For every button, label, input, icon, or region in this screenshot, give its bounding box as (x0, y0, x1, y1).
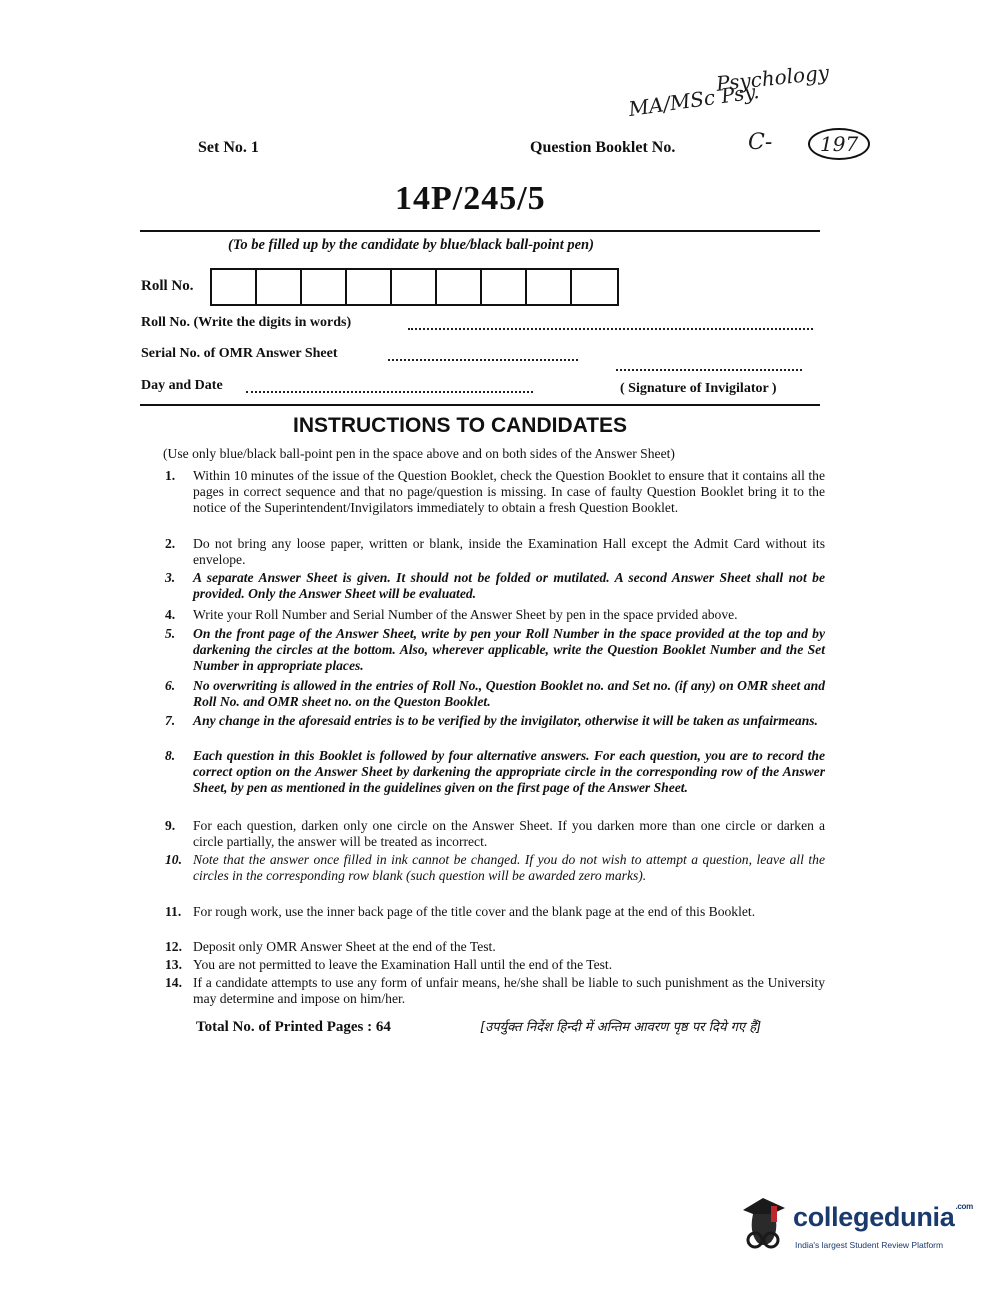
instruction-number: 6. (165, 678, 176, 693)
roll-digit-box[interactable] (212, 270, 257, 304)
middle-rule (140, 404, 820, 406)
instruction-item (165, 939, 825, 955)
invigilator-signature-line[interactable] (616, 369, 802, 371)
instruction-number: 14. (165, 975, 182, 990)
instruction-text: Note that the answer once filled in ink cannot be changed. If you do not wish to attempt a question, leave all the circles in the corresponding row blank (such question will be awarded zero marks). (193, 852, 825, 884)
instruction-item (165, 607, 825, 623)
top-rule (140, 230, 820, 232)
instruction-text: If a candidate attempts to use any form of unfair means, he/she shall be liable to such punishment as the University may determine and impose on him/her. (193, 975, 825, 1007)
instruction-item (165, 957, 825, 973)
handwritten-booklet-code: C- (748, 130, 773, 155)
handwritten-subject: Psychology (715, 60, 831, 96)
paper-code: 14P/245/5 (395, 180, 546, 217)
roll-digit-box[interactable] (527, 270, 572, 304)
brand-name: collegedunia$^{.com}$ (793, 1202, 973, 1232)
instruction-item (165, 975, 825, 1007)
instruction-number: 10. (165, 852, 182, 867)
instruction-item (165, 713, 825, 729)
roll-no-words-line[interactable] (408, 328, 813, 330)
omr-serial-label: Serial No. of OMR Answer Sheet (141, 346, 338, 361)
instruction-item (165, 536, 825, 568)
instruction-item (165, 468, 825, 517)
instruction-item (165, 570, 825, 602)
instruction-text: Deposit only OMR Answer Sheet at the end of the Test. (193, 939, 496, 954)
roll-digit-box[interactable] (482, 270, 527, 304)
total-printed-pages: Total No. of Printed Pages : 64 (196, 1019, 391, 1035)
invigilator-signature-label: ( Signature of Invigilator ) (620, 381, 777, 396)
handwritten-booklet-number: 197 (808, 128, 870, 160)
brand-tagline: India's largest Student Review Platform (795, 1240, 944, 1250)
instruction-item (165, 748, 825, 797)
fill-note: (To be filled up by the candidate by blue/black ball-point pen) (228, 237, 594, 253)
handwritten-course: MA/MSc Psy. (626, 78, 761, 122)
instruction-text: Within 10 minutes of the issue of the Question Booklet, check the Question Booklet to ensure that it contains all the pages in correct sequence and that no page/question is missing. In case of faulty Question Booklet bring it to the notice of the Superintendent/Invigilators immediately to obtain a fresh Question Booklet. (193, 468, 825, 516)
brand-suffix: .com (955, 1202, 973, 1211)
instruction-text: No overwriting is allowed in the entries of Roll No., Question Booklet no. and Set no. (if any) on OMR sheet and Roll No. and OMR sheet no. on the Queston Booklet. (193, 678, 825, 710)
set-number: Set No. 1 (198, 139, 259, 156)
instructions-title: INSTRUCTIONS TO CANDIDATES (293, 414, 628, 437)
instruction-text: You are not permitted to leave the Examination Hall until the end of the Test. (193, 957, 613, 972)
instruction-number: 12. (165, 939, 182, 954)
instruction-text: A separate Answer Sheet is given. It should not be folded or mutilated. A second Answer Sheet shall not be provided. Only the Answer Sheet will be evaluated. (193, 570, 825, 602)
instruction-item (165, 904, 825, 920)
instruction-number: 13. (165, 957, 182, 972)
roll-no-words-label: Roll No. (Write the digits in words) (141, 315, 352, 330)
instruction-number: 9. (165, 818, 176, 833)
roll-digit-box[interactable] (572, 270, 617, 304)
roll-digit-box[interactable] (392, 270, 437, 304)
instruction-item (165, 678, 825, 710)
instruction-item (165, 626, 825, 675)
roll-no-boxes[interactable] (210, 268, 619, 306)
day-date-label: Day and Date (141, 378, 223, 393)
graduate-mascot-icon (735, 1192, 791, 1254)
roll-no-label: Roll No. (141, 278, 194, 294)
instruction-number: 4. (165, 607, 176, 622)
instruction-number: 7. (165, 713, 176, 728)
instructions-intro: (Use only blue/black ball-point pen in the space above and on both sides of the Answer Sheet) (163, 446, 675, 461)
instruction-number: 8. (165, 748, 176, 763)
instruction-item (165, 852, 825, 884)
roll-digit-box[interactable] (257, 270, 302, 304)
instruction-text: For each question, darken only one circle on the Answer Sheet. If you darken more than one circle or darken a circle partially, the answer will be treated as incorrect. (193, 818, 825, 850)
instruction-text: Each question in this Booklet is followed by four alternative answers. For each question, you are to record the correct option on the Answer Sheet by darkening the appropriate circle in the corresponding row of the Answer Sheet, by pen as mentioned in the guidelines given on the first page of the Answer Sheet. (193, 748, 825, 796)
instruction-number: 3. (165, 570, 176, 585)
instruction-text: For rough work, use the inner back page of the title cover and the blank page at the end of this Booklet. (193, 904, 756, 919)
instruction-text: Do not bring any loose paper, written or blank, inside the Examination Hall except the Admit Card without its envelope. (193, 536, 825, 568)
instruction-text: Write your Roll Number and Serial Number of the Answer Sheet by pen in the space prvided above. (193, 607, 738, 622)
instruction-number: 11. (165, 904, 182, 919)
collegedunia-logo (735, 1192, 973, 1262)
roll-digit-box[interactable] (437, 270, 482, 304)
omr-serial-line[interactable] (388, 359, 578, 361)
instruction-item (165, 818, 825, 850)
instruction-text: Any change in the aforesaid entries is to be verified by the invigilator, otherwise it will be taken as unfairmeans. (193, 713, 818, 728)
instruction-number: 2. (165, 536, 176, 551)
day-date-line[interactable] (246, 391, 533, 393)
roll-digit-box[interactable] (302, 270, 347, 304)
instruction-text: On the front page of the Answer Sheet, write by pen your Roll Number in the space provided at the top and by darkening the circles at the bottom. Also, wherever applicable, write the Question Booklet Number and the Set Number in appropriate places. (193, 626, 825, 674)
question-booklet-label: Question Booklet No. (530, 139, 676, 156)
roll-digit-box[interactable] (347, 270, 392, 304)
instruction-number: 5. (165, 626, 176, 641)
instruction-number: 1. (165, 468, 176, 483)
hindi-note: [उपर्युक्त निर्देश हिन्दी में अन्तिम आवरण पृष्ठ पर दिये गए हैं] (480, 1020, 762, 1035)
